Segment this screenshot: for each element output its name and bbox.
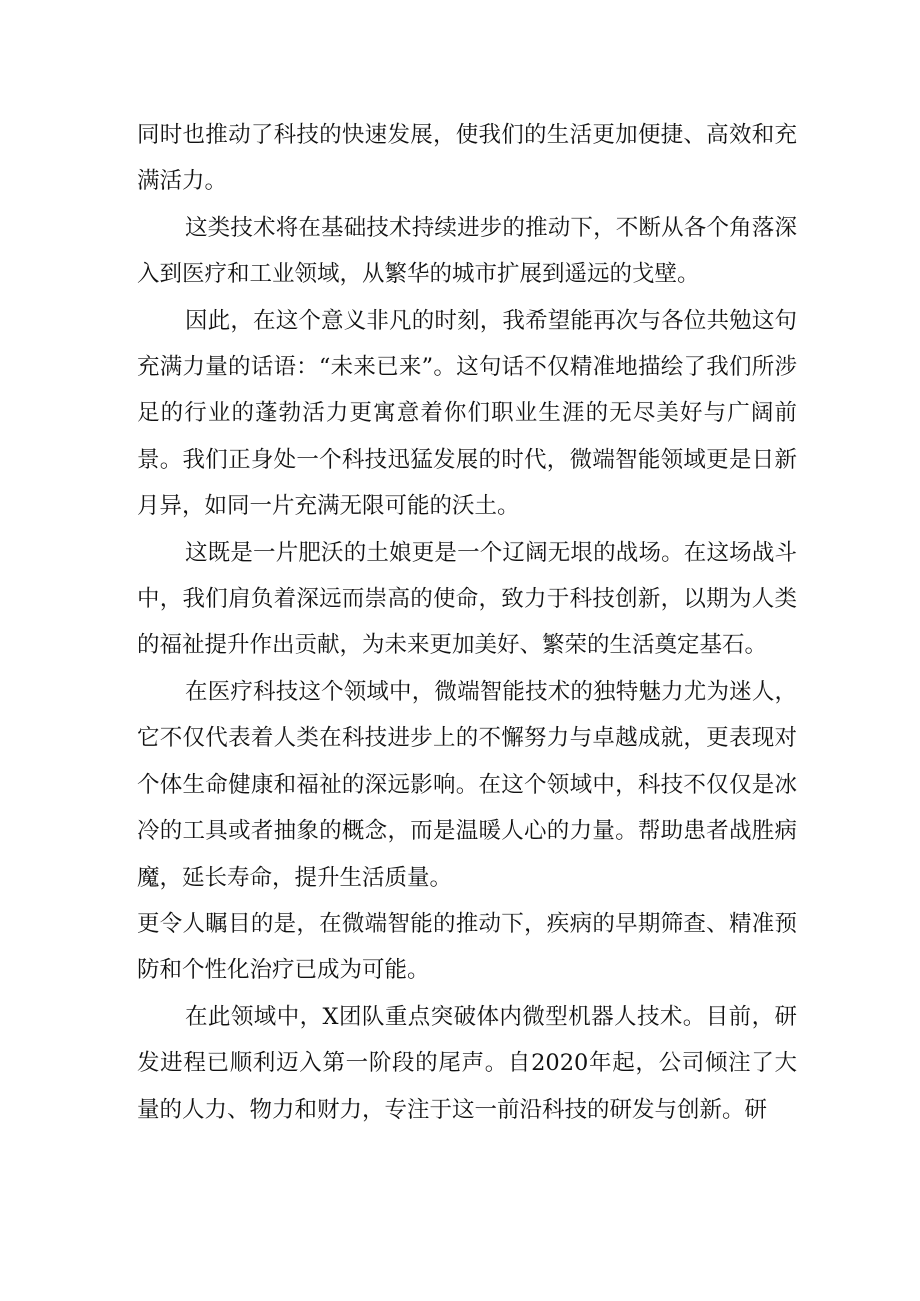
paragraph-continuation: 同时也推动了科技的快速发展，使我们的生活更加便捷、高效和充满活力。 <box>137 122 797 195</box>
paragraph-early-screening: 更令人瞩目的是，在微端智能的推动下，疾病的早期筛查、精准预防和个性化治疗已成为可能。 <box>137 910 797 984</box>
paragraph-battlefield: 这既是一片肥沃的土娘更是一个辽阔无垠的战场。在这场战斗中，我们肩负着深远而崇高的使命，致力于科技创新，以期为人类的福祉提升作出贡献，为未来更加美好、繁荣的生活奠定基石。 <box>137 539 797 659</box>
paragraph-future-arrived: 因此，在这个意义非凡的时刻，我希望能再次与各位共勉这句充满力量的话语：“未来已来”。这句话不仅精准地描绘了我们所涉足的行业的蓬勃活力更寓意着你们职业生涯的无尽美好与广阔前景。我们正身处一个科技迅猛发展的时代，微端智能领域更是日新月异，如同一片充满无限可能的沃土。 <box>137 307 797 520</box>
document-body <box>137 112 797 1133</box>
paragraph-micro-robot: 在此领域中，X团队重点突破体内微型机器人技术。目前，研发进程已顺利迈入第一阶段的尾声。自2020年起，公司倾注了大量的人力、物力和财力，专注于这一前沿科技的研发与创新。研 <box>137 1003 797 1123</box>
paragraph-medical-technology: 在医疗科技这个领域中，微端智能技术的独特魅力尤为迷人，它不仅代表着人类在科技进步上的不懈努力与卓越成就，更表现对个体生命健康和福祉的深远影响。在这个领域中，科技不仅仅是冰冷的工具或者抽象的概念，而是温暖人心的力量。帮助患者战胜病魔，延长寿命，提升生活质量。 <box>137 678 797 891</box>
paragraph-technology-spread: 这类技术将在基础技术持续进步的推动下，不断从各个角落深入到医疗和工业领域，从繁华的城市扩展到遥远的戈壁。 <box>137 214 797 288</box>
